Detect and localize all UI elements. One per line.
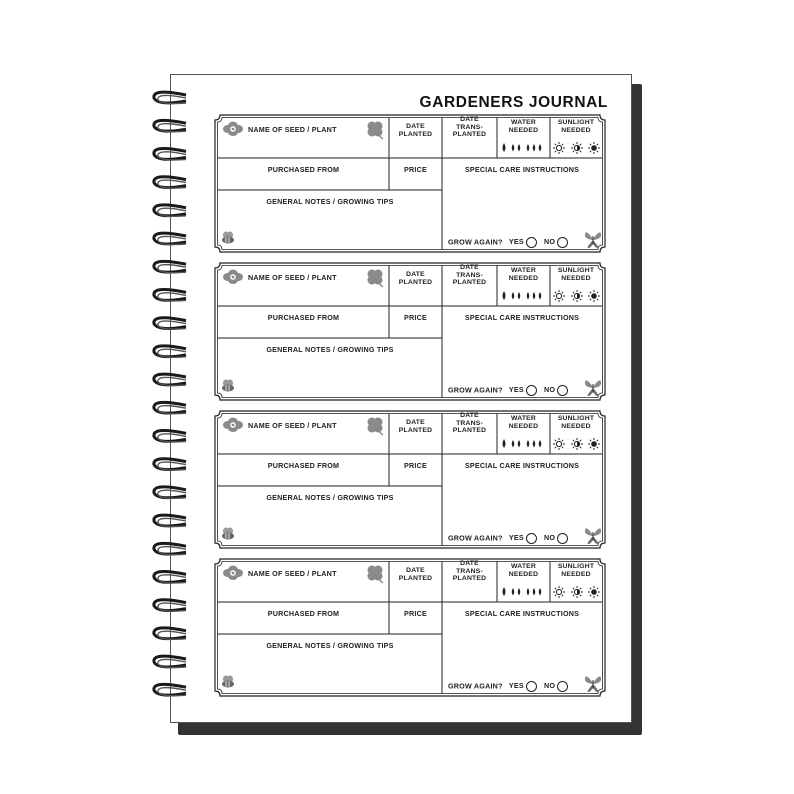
- label-date-planted: DATE PLANTED: [398, 567, 433, 582]
- label-date-transplanted: DATE TRANS- PLANTED: [452, 264, 487, 287]
- yes-label: YES: [508, 237, 524, 247]
- grow-again-label: GROW AGAIN?: [448, 681, 503, 691]
- grow-again-label: GROW AGAIN?: [448, 237, 503, 247]
- label-general-notes: GENERAL NOTES / GROWING TIPS: [266, 641, 394, 650]
- plant-entry-3: [214, 410, 606, 549]
- flower-icon: [222, 416, 244, 434]
- label-date-planted: DATE PLANTED: [398, 419, 433, 434]
- water-drop-icon: [500, 438, 548, 450]
- label-special-care: SPECIAL CARE INSTRUCTIONS: [464, 313, 580, 322]
- label-purchased-from: PURCHASED FROM: [267, 609, 340, 618]
- label-date-transplanted: DATE TRANS- PLANTED: [452, 560, 487, 583]
- bee-icon: [220, 231, 236, 245]
- yes-label: YES: [508, 385, 524, 395]
- clover-icon: [364, 563, 386, 585]
- no-label: NO: [544, 533, 556, 543]
- label-special-care: SPECIAL CARE INSTRUCTIONS: [464, 461, 580, 470]
- grow-again-row: [448, 681, 570, 692]
- label-purchased-from: PURCHASED FROM: [267, 165, 340, 174]
- sun-icon: [553, 289, 601, 303]
- flower-icon: [222, 564, 244, 582]
- no-label: NO: [544, 681, 556, 691]
- butterfly-icon: [583, 376, 603, 398]
- label-price: PRICE: [404, 609, 427, 618]
- label-date-planted: DATE PLANTED: [398, 271, 433, 286]
- no-radio[interactable]: [557, 237, 568, 248]
- plant-entry-1: [214, 114, 606, 253]
- label-special-care: SPECIAL CARE INSTRUCTIONS: [464, 609, 580, 618]
- label-general-notes: GENERAL NOTES / GROWING TIPS: [266, 345, 394, 354]
- yes-label: YES: [508, 681, 524, 691]
- label-date-planted: DATE PLANTED: [398, 123, 433, 138]
- label-price: PRICE: [404, 461, 427, 470]
- flower-icon: [222, 268, 244, 286]
- bee-icon: [220, 675, 236, 689]
- label-general-notes: GENERAL NOTES / GROWING TIPS: [266, 493, 394, 502]
- label-name: NAME OF SEED / PLANT: [248, 273, 337, 282]
- no-radio[interactable]: [557, 533, 568, 544]
- label-general-notes: GENERAL NOTES / GROWING TIPS: [266, 197, 394, 206]
- label-sunlight-needed: SUNLIGHT NEEDED: [557, 267, 595, 282]
- no-label: NO: [544, 385, 556, 395]
- grow-again-label: GROW AGAIN?: [448, 385, 503, 395]
- label-name: NAME OF SEED / PLANT: [248, 125, 337, 134]
- no-radio[interactable]: [557, 385, 568, 396]
- butterfly-icon: [583, 228, 603, 250]
- label-name: NAME OF SEED / PLANT: [248, 421, 337, 430]
- label-price: PRICE: [404, 313, 427, 322]
- yes-label: YES: [508, 533, 524, 543]
- yes-radio[interactable]: [526, 385, 537, 396]
- label-water-needed: WATER NEEDED: [508, 119, 539, 134]
- grow-again-row: [448, 385, 570, 396]
- sun-icon: [553, 437, 601, 451]
- label-date-transplanted: DATE TRANS- PLANTED: [452, 412, 487, 435]
- label-sunlight-needed: SUNLIGHT NEEDED: [557, 563, 595, 578]
- yes-radio[interactable]: [526, 533, 537, 544]
- label-purchased-from: PURCHASED FROM: [267, 461, 340, 470]
- water-drop-icon: [500, 586, 548, 598]
- butterfly-icon: [583, 524, 603, 546]
- clover-icon: [364, 267, 386, 289]
- butterfly-icon: [583, 672, 603, 694]
- clover-icon: [364, 119, 386, 141]
- yes-radio[interactable]: [526, 681, 537, 692]
- label-purchased-from: PURCHASED FROM: [267, 313, 340, 322]
- label-special-care: SPECIAL CARE INSTRUCTIONS: [464, 165, 580, 174]
- flower-icon: [222, 120, 244, 138]
- sun-icon: [553, 141, 601, 155]
- sun-icon: [553, 585, 601, 599]
- no-label: NO: [544, 237, 556, 247]
- label-water-needed: WATER NEEDED: [508, 563, 539, 578]
- label-sunlight-needed: SUNLIGHT NEEDED: [557, 415, 595, 430]
- label-water-needed: WATER NEEDED: [508, 267, 539, 282]
- grow-again-row: [448, 533, 570, 544]
- label-sunlight-needed: SUNLIGHT NEEDED: [557, 119, 595, 134]
- no-radio[interactable]: [557, 681, 568, 692]
- yes-radio[interactable]: [526, 237, 537, 248]
- label-date-transplanted: DATE TRANS- PLANTED: [452, 116, 487, 139]
- plant-entry-4: [214, 558, 606, 697]
- water-drop-icon: [500, 290, 548, 302]
- label-water-needed: WATER NEEDED: [508, 415, 539, 430]
- water-drop-icon: [500, 142, 548, 154]
- plant-entry-2: [214, 262, 606, 401]
- grow-again-row: [448, 237, 570, 248]
- label-price: PRICE: [404, 165, 427, 174]
- clover-icon: [364, 415, 386, 437]
- spiral-binding-icon: [150, 86, 190, 706]
- bee-icon: [220, 379, 236, 393]
- label-name: NAME OF SEED / PLANT: [248, 569, 337, 578]
- page-title: GARDENERS JOURNAL: [419, 94, 608, 111]
- bee-icon: [220, 527, 236, 541]
- grow-again-label: GROW AGAIN?: [448, 533, 503, 543]
